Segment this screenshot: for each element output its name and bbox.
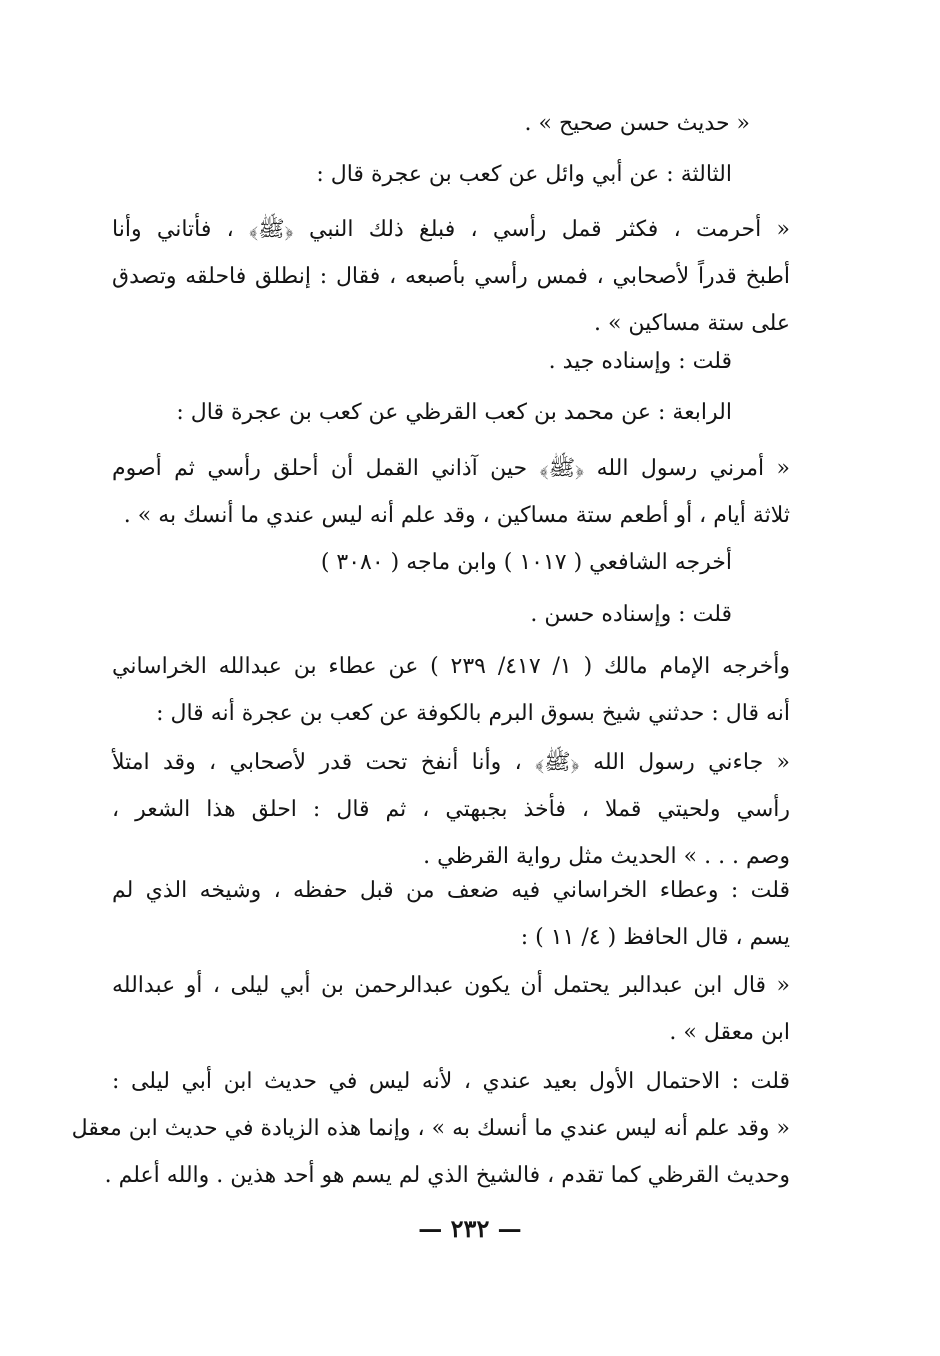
page-number: — ٢٣٢ — [418, 1214, 522, 1243]
text-line: أنه قال : حدثني شيخ بسوق البرم بالكوفة عن كعب بن عجرة أنه قال : [156, 701, 790, 726]
text-line: أخرجه الشافعي ( ١٠١٧ ) وابن ماجه ( ٣٠٨٠ ) [320, 550, 732, 575]
paragraph-3 [112, 206, 790, 347]
paragraph-4 [112, 338, 732, 385]
paragraph-9 [112, 643, 790, 737]
text-line: وصم . . . » الحديث مثل رواية القرظي . [423, 844, 790, 869]
text-line: « قال ابن عبدالبر يحتمل أن يكون عبدالرحمن بن أبي ليلى ، أو عبدالله [112, 973, 790, 998]
paragraph-12 [112, 962, 790, 1056]
text-line: وأخرجه الإمام مالك ( ١/ ٤١٧/ ٢٣٩ ) عن عطاء بن عبدالله الخراساني [112, 654, 790, 679]
text-line: وحديث القرظي كما تقدم ، فالشيخ الذي لم يسم هو أحد هذين . والله أعلم . [104, 1163, 790, 1188]
text-line: « أحرمت ، فكثر قمل رأسي ، فبلغ ذلك النبي ﴿ﷺ﴾ ، فأتاني وأنا [112, 217, 790, 242]
text-line: الرابعة : عن محمد بن كعب القرظي عن كعب بن عجرة قال : [176, 400, 732, 425]
text-line: « حديث حسن صحيح » . [524, 111, 750, 136]
paragraph-5 [112, 389, 732, 436]
paragraph-7 [112, 539, 732, 586]
paragraph-10 [112, 739, 790, 880]
paragraph-2 [316, 151, 732, 198]
text-line: الثالثة : عن أبي وائل عن كعب بن عجرة قال : [316, 162, 732, 187]
text-line: « وقد علم أنه ليس عندي ما أنسك به » ، وإنما هذه الزيادة في حديث ابن معقل [71, 1116, 790, 1141]
paragraph-11 [112, 867, 790, 961]
text-line: يسم ، قال الحافظ ( ٤/ ١١ ) : [520, 925, 790, 950]
text-line: قلت : وعطاء الخراساني فيه ضعف من قبل حفظه ، وشيخه الذي لم [112, 878, 790, 903]
text-line: ثلاثة أيام ، أو أطعم ستة مساكين ، وقد علم أنه ليس عندي ما أنسك به » . [123, 503, 790, 528]
text-line: ابن معقل » . [669, 1020, 790, 1045]
text-line: قلت : الاحتمال الأول بعيد عندي ، لأنه ليس في حديث ابن أبي ليلى : [112, 1069, 790, 1094]
text-line: قلت : وإسناده حسن . [530, 602, 732, 627]
text-line: أطبخ قدراً لأصحابي ، فمس رأسي بأصبعه ، فقال : إنطلق فاحلقه وتصدق [112, 264, 790, 289]
paragraph-6 [112, 445, 790, 539]
paragraph-13 [71, 1058, 790, 1199]
text-line: قلت : وإسناده جيد . [548, 349, 732, 374]
paragraph-8 [112, 591, 732, 638]
text-line: « جاءني رسول الله ﴿ﷺ﴾ ، وأنا أنفخ تحت قدر لأصحابي ، وقد امتلأ [112, 750, 790, 775]
text-line: « أمرني رسول الله ﴿ﷺ﴾ حين آذاني القمل أن أحلق رأسي ثم أصوم [112, 456, 790, 481]
paragraph-1 [470, 100, 750, 147]
text-line: على ستة مساكين » . [593, 311, 790, 336]
text-line: رأسي ولحيتي قملا ، فأخذ بجبهتي ، ثم قال : احلق هذا الشعر ، [112, 797, 790, 822]
